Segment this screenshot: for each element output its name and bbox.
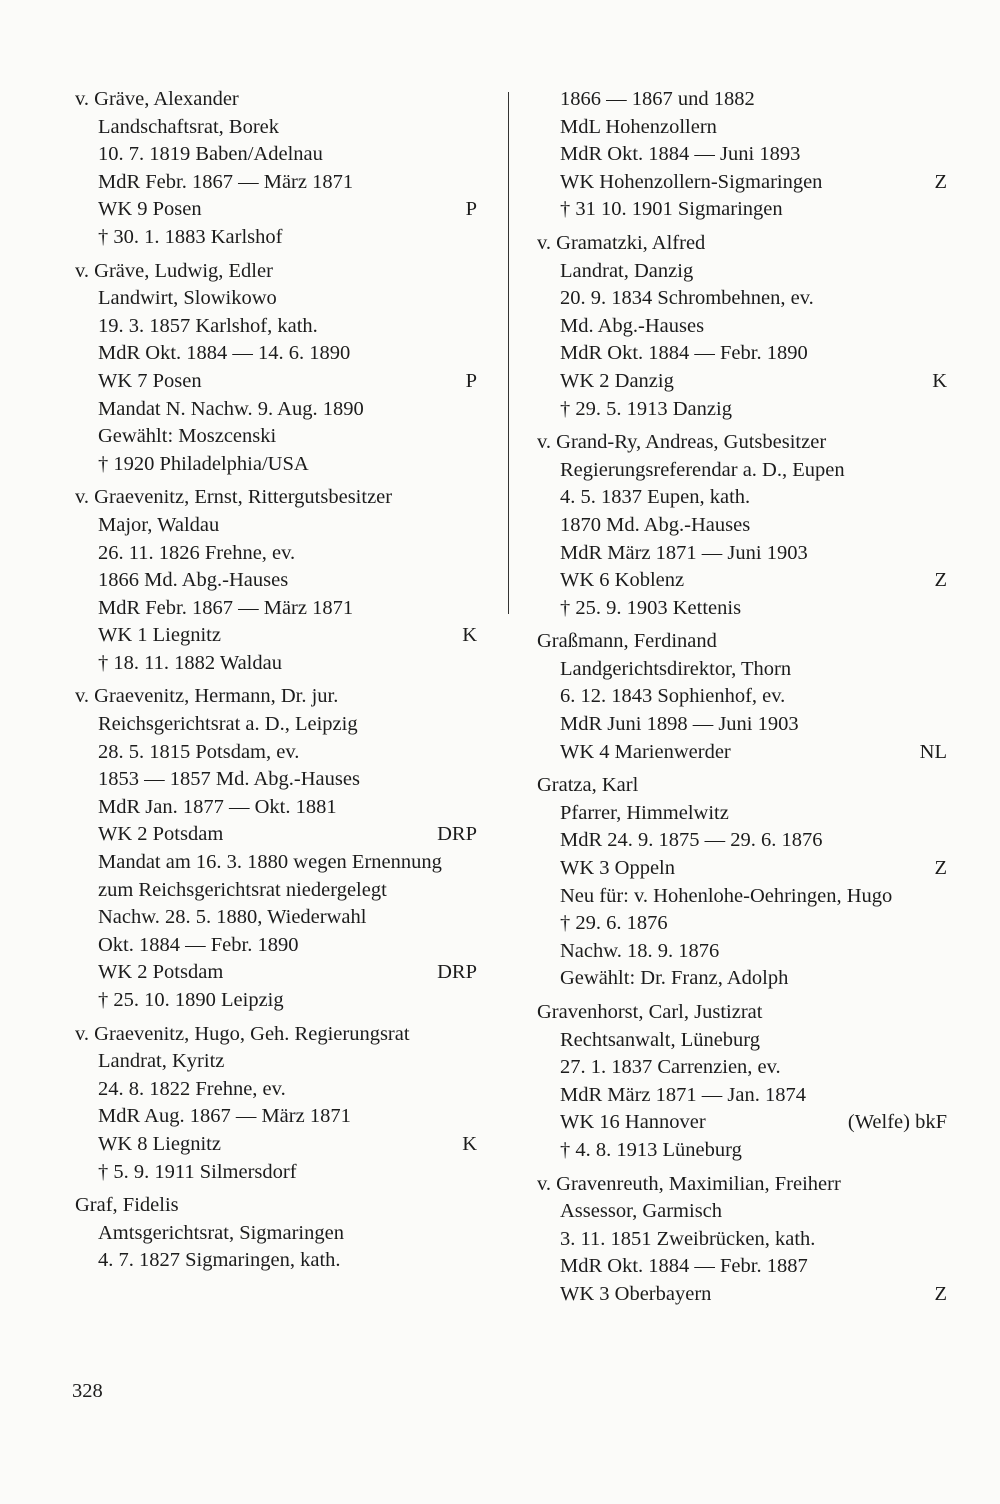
entry-line-text: 4. 5. 1837 Eupen, kath.	[560, 486, 751, 509]
entry-line	[537, 169, 947, 197]
entry-line	[537, 800, 947, 828]
entry-line-text: Regierungsreferendar a. D., Eupen	[560, 458, 845, 481]
entry-line	[537, 595, 947, 623]
entry-line	[75, 904, 477, 932]
entry-line-text: † 31 10. 1901 Sigmaringen	[560, 198, 783, 221]
entry-line	[75, 285, 477, 313]
entry-line-text: WK 6 Koblenz	[560, 569, 685, 592]
entry-name: v. Graevenitz, Hugo, Geh. Regierungsrat	[75, 1022, 410, 1045]
entry-line	[537, 1027, 947, 1055]
entry-line-text: 4. 7. 1827 Sigmaringen, kath.	[98, 1249, 341, 1272]
entry-line	[75, 512, 477, 540]
entry-line-text: Pfarrer, Himmelwitz	[560, 801, 729, 824]
entry-line	[537, 883, 947, 911]
entry-line-text: 19. 3. 1857 Karlshof, kath.	[98, 314, 318, 337]
entry-line-text: MdR Juni 1898 — Juni 1903	[560, 713, 799, 736]
entry-line-text: WK Hohenzollern-Sigmaringen	[560, 170, 823, 193]
biography-entry	[537, 86, 947, 224]
entry-line-text: 10. 7. 1819 Baben/Adelnau	[98, 143, 323, 166]
party-label: Z	[934, 857, 947, 880]
entry-line-text: Landrat, Danzig	[560, 259, 694, 282]
biography-entry	[537, 628, 947, 766]
entry-line-text: Neu für: v. Hohenlohe-Oehringen, Hugo	[560, 884, 893, 907]
entry-line-text: 1866 Md. Abg.-Hauses	[98, 569, 289, 592]
party-label: Z	[934, 170, 947, 193]
entry-line	[75, 821, 477, 849]
entry-line-text: MdR 24. 9. 1875 — 29. 6. 1876	[560, 829, 823, 852]
entry-line-text: 28. 5. 1815 Potsdam, ev.	[98, 740, 300, 763]
entry-line-text: MdR Okt. 1884 — Juni 1893	[560, 143, 801, 166]
entry-line	[537, 567, 947, 595]
entry-line-text: WK 3 Oberbayern	[560, 1282, 712, 1305]
entry-line	[75, 141, 477, 169]
entry-line	[75, 1247, 477, 1275]
entry-line	[75, 622, 477, 650]
entry-name: Gravenhorst, Carl, Justizrat	[537, 1001, 763, 1023]
entry-line-text: WK 2 Danzig	[560, 369, 674, 392]
entry-line-text: MdR Okt. 1884 — Febr. 1890	[560, 342, 808, 365]
entry-line	[537, 683, 947, 711]
entry-line	[537, 855, 947, 883]
entry-line	[537, 457, 947, 485]
entry-line-text: Mandat am 16. 3. 1880 wegen Ernennung	[98, 851, 442, 874]
entry-line	[75, 932, 477, 960]
entry-name: v. Grand-Ry, Andreas, Gutsbesitzer	[537, 431, 827, 454]
party-label: Z	[934, 569, 947, 592]
entry-line	[75, 1076, 477, 1104]
entry-name: Graf, Fidelis	[75, 1194, 179, 1217]
entry-line	[537, 484, 947, 512]
entry-line	[75, 739, 477, 767]
entry-line-text: 6. 12. 1843 Sophienhof, ev.	[560, 685, 786, 708]
entry-line	[537, 258, 947, 286]
party-label: P	[465, 369, 477, 392]
entry-line-text: MdR März 1871 — Jan. 1874	[560, 1083, 806, 1106]
entry-line	[537, 368, 947, 396]
entry-line-text: Assessor, Garmisch	[560, 1200, 723, 1223]
entry-line-text: Okt. 1884 — Febr. 1890	[98, 933, 299, 956]
entry-line-text: Nachw. 18. 9. 1876	[560, 939, 720, 962]
party-label: DRP	[437, 961, 477, 984]
entry-line-text: † 1920 Philadelphia/USA	[98, 452, 309, 475]
entry-line-text: Landschaftsrat, Borek	[98, 115, 280, 138]
entry-line-text: WK 2 Potsdam	[98, 823, 224, 846]
entry-name: Graßmann, Ferdinand	[537, 630, 717, 653]
entry-name: v. Gravenreuth, Maximilian, Freiherr	[537, 1172, 841, 1195]
entry-line-text: WK 1 Liegnitz	[98, 624, 221, 647]
entry-line	[75, 849, 477, 877]
entry-line	[537, 938, 947, 966]
entry-line-text: Landgerichtsdirektor, Thorn	[560, 657, 792, 680]
entry-name: v. Gräve, Ludwig, Edler	[75, 259, 273, 282]
entry-line	[537, 739, 947, 767]
entry-line	[537, 1281, 947, 1309]
entry-line-text: Landwirt, Slowikowo	[98, 287, 277, 310]
entry-line	[75, 1159, 477, 1187]
entry-line-text: 1870 Md. Abg.-Hauses	[560, 513, 751, 536]
party-label: K	[932, 369, 947, 392]
entry-line	[75, 540, 477, 568]
entry-line-text: WK 7 Posen	[98, 369, 202, 392]
entry-line	[75, 711, 477, 739]
entry-line	[75, 313, 477, 341]
entry-line	[75, 1220, 477, 1248]
entry-line	[75, 650, 477, 678]
entry-line	[537, 340, 947, 368]
biography-entry	[537, 772, 947, 993]
entry-line	[537, 1253, 947, 1281]
entry-line	[75, 1103, 477, 1131]
entry-line-text: WK 16 Hannover	[560, 1111, 706, 1134]
entry-line	[537, 1137, 947, 1165]
entry-line	[537, 196, 947, 224]
entry-line-text: Landrat, Kyritz	[98, 1050, 225, 1073]
entry-line	[75, 451, 477, 479]
biography-entry	[75, 484, 477, 677]
entry-line-text: MdL Hohenzollern	[560, 115, 717, 138]
entry-line-text: MdR Febr. 1867 — März 1871	[98, 170, 354, 193]
entry-line	[537, 656, 947, 684]
entry-line-text: WK 3 Oppeln	[560, 857, 676, 880]
entry-line	[75, 224, 477, 252]
party-label: (Welfe) bkF	[847, 1111, 947, 1134]
entry-line	[75, 340, 477, 368]
entry-line	[537, 141, 947, 169]
party-label: P	[465, 198, 477, 221]
entry-line-text: Reichsgerichtsrat a. D., Leipzig	[98, 713, 358, 736]
entry-line	[75, 169, 477, 197]
entry-line	[537, 86, 947, 114]
entry-name: v. Gramatzki, Alfred	[537, 231, 706, 254]
entry-line	[75, 368, 477, 396]
entry-line	[537, 114, 947, 142]
entry-line	[537, 827, 947, 855]
entry-line-text: † 29. 5. 1913 Danzig	[560, 397, 732, 420]
page-number: 328	[72, 1380, 103, 1402]
entry-line	[75, 114, 477, 142]
entry-line	[537, 1109, 947, 1137]
entry-line	[537, 910, 947, 938]
entry-line	[75, 423, 477, 451]
biography-entry	[537, 230, 947, 423]
entry-line-text: MdR Jan. 1877 — Okt. 1881	[98, 795, 337, 818]
entry-line	[75, 595, 477, 623]
entry-line-text: zum Reichsgerichtsrat niedergelegt	[98, 878, 387, 901]
entry-line-text: WK 9 Posen	[98, 198, 202, 221]
entry-line-text: 24. 8. 1822 Frehne, ev.	[98, 1077, 286, 1100]
entry-line	[75, 396, 477, 424]
entry-line-text: Gewählt: Dr. Franz, Adolph	[560, 967, 789, 990]
entry-line	[537, 711, 947, 739]
entry-line-text: WK 8 Liegnitz	[98, 1132, 221, 1155]
entry-line	[537, 1082, 947, 1110]
party-label: Z	[934, 1282, 947, 1305]
entry-line-text: MdR Okt. 1884 — Febr. 1887	[560, 1255, 808, 1278]
entry-line-text: WK 2 Potsdam	[98, 961, 224, 984]
party-label: DRP	[437, 823, 477, 846]
party-label: NL	[919, 740, 947, 763]
entry-line	[537, 512, 947, 540]
left-column	[75, 86, 477, 1281]
entry-line-text: † 30. 1. 1883 Karlshof	[98, 225, 283, 248]
entry-line-text: 1866 — 1867 und 1882	[560, 88, 755, 110]
entry-line-text: † 4. 8. 1913 Lüneburg	[560, 1138, 742, 1161]
entry-line	[75, 794, 477, 822]
entry-line-text: † 5. 9. 1911 Silmersdorf	[98, 1160, 297, 1183]
entry-line-text: MdR Okt. 1884 — 14. 6. 1890	[98, 342, 351, 365]
entry-line	[75, 987, 477, 1015]
biography-entry	[75, 1192, 477, 1275]
entry-line	[537, 285, 947, 313]
right-column	[537, 86, 947, 1315]
entry-line	[537, 1226, 947, 1254]
entry-line	[75, 959, 477, 987]
entry-line	[537, 313, 947, 341]
entry-line-text: 27. 1. 1837 Carrenzien, ev.	[560, 1056, 781, 1079]
entry-line	[75, 567, 477, 595]
entry-name: v. Graevenitz, Hermann, Dr. jur.	[75, 685, 339, 708]
entry-name: v. Graevenitz, Ernst, Rittergutsbesitzer	[75, 486, 393, 509]
entry-name: Gratza, Karl	[537, 774, 639, 797]
entry-line-text: 1853 — 1857 Md. Abg.-Hauses	[98, 768, 360, 791]
entry-line-text: MdR März 1871 — Juni 1903	[560, 541, 808, 564]
entry-line	[537, 396, 947, 424]
entry-line-text: Gewählt: Moszcenski	[98, 425, 277, 448]
entry-line	[537, 1054, 947, 1082]
entry-line	[537, 540, 947, 568]
party-label: K	[462, 1132, 477, 1155]
entry-line-text: Mandat N. Nachw. 9. Aug. 1890	[98, 397, 364, 420]
biography-entry	[75, 1021, 477, 1187]
entry-line-text: Rechtsanwalt, Lüneburg	[560, 1028, 761, 1051]
entry-line-text: † 25. 9. 1903 Kettenis	[560, 596, 742, 619]
entry-line-text: Amtsgerichtsrat, Sigmaringen	[98, 1221, 344, 1244]
entry-line	[75, 1048, 477, 1076]
entry-line-text: WK 4 Marienwerder	[560, 740, 731, 763]
entry-line	[537, 1198, 947, 1226]
biography-entry	[537, 999, 947, 1165]
entry-line	[75, 877, 477, 905]
column-divider	[508, 92, 509, 614]
entry-line	[75, 1131, 477, 1159]
biography-entry	[75, 683, 477, 1014]
entry-line	[75, 196, 477, 224]
entry-line-text: † 25. 10. 1890 Leipzig	[98, 989, 284, 1011]
entry-line-text: Nachw. 28. 5. 1880, Wiederwahl	[98, 906, 367, 929]
biography-entry	[537, 429, 947, 622]
entry-line-text: Major, Waldau	[98, 513, 220, 536]
entry-line-text: Md. Abg.-Hauses	[560, 314, 705, 337]
entry-line-text: † 18. 11. 1882 Waldau	[98, 651, 282, 674]
entry-line-text: MdR Febr. 1867 — März 1871	[98, 596, 354, 619]
entry-line-text: 3. 11. 1851 Zweibrücken, kath.	[560, 1227, 816, 1250]
biography-entry	[75, 86, 477, 252]
entry-line-text: MdR Aug. 1867 — März 1871	[98, 1105, 351, 1128]
party-label: K	[462, 624, 477, 647]
entry-name: v. Gräve, Alexander	[75, 88, 239, 110]
biography-entry	[537, 1171, 947, 1309]
biography-entry	[75, 258, 477, 479]
entry-line	[75, 766, 477, 794]
entry-line	[537, 965, 947, 993]
entry-line-text: † 29. 6. 1876	[560, 912, 668, 935]
entry-line-text: 26. 11. 1826 Frehne, ev.	[98, 541, 296, 564]
entry-line-text: 20. 9. 1834 Schrombehnen, ev.	[560, 287, 814, 310]
